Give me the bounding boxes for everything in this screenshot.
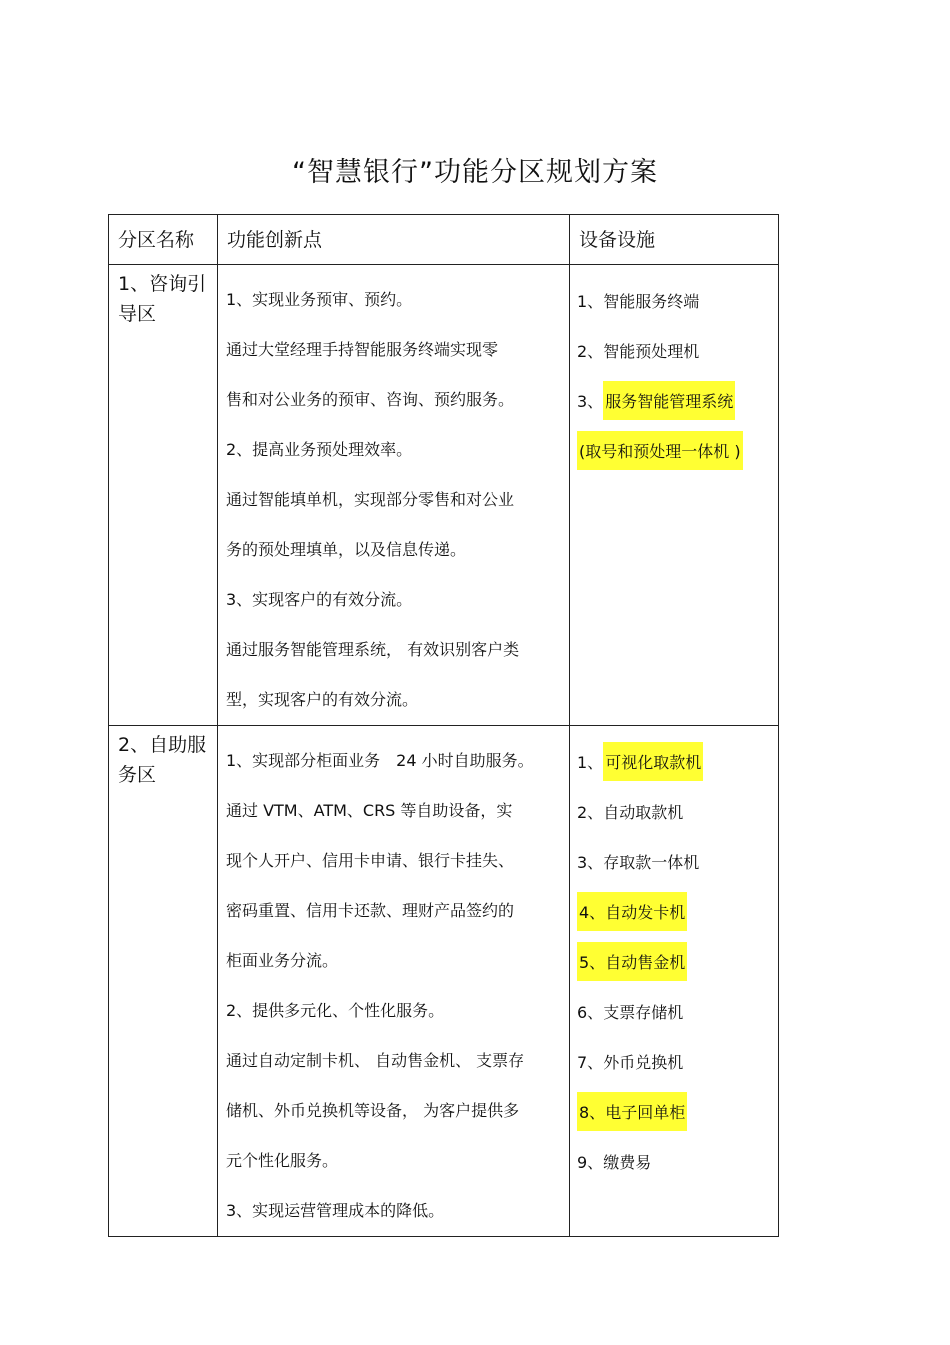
equipment-number: 1、 bbox=[577, 291, 604, 311]
equipment-cell bbox=[570, 265, 779, 726]
equipment-item bbox=[577, 886, 772, 936]
equipment-item bbox=[577, 375, 772, 425]
feature-line: 务的预处理填单，以及信息传递。 bbox=[226, 540, 467, 559]
equipment-name: (取号和预处理一体机 ) bbox=[579, 441, 741, 461]
equipment-number: 5、 bbox=[579, 952, 606, 972]
feature-line: 2、提高业务预处理效率。 bbox=[226, 440, 413, 459]
zone-name-line: 务区 bbox=[118, 764, 157, 786]
equipment-name: 智能服务终端 bbox=[603, 291, 700, 311]
equipment-item bbox=[577, 275, 772, 325]
feature-line: 3、实现运营管理成本的降低。 bbox=[226, 1201, 445, 1220]
feature-line: 3、实现客户的有效分流。 bbox=[226, 590, 413, 609]
zone-name-line: 1、咨询引 bbox=[118, 273, 207, 295]
zone-name-line: 2、自助服 bbox=[118, 734, 207, 756]
header-equipment: 设备设施 bbox=[570, 215, 779, 265]
equipment-name: 支票存储机 bbox=[603, 1002, 684, 1022]
highlight-mark bbox=[577, 431, 743, 470]
features-cell bbox=[218, 265, 570, 726]
feature-line: 元个性化服务。 bbox=[226, 1151, 339, 1170]
zone-plan-table bbox=[108, 214, 779, 1237]
highlight-mark bbox=[577, 942, 687, 981]
equipment-item bbox=[577, 736, 772, 786]
equipment-name: 自动售金机 bbox=[605, 952, 686, 972]
highlight-mark bbox=[577, 1092, 687, 1131]
feature-line: 型，实现客户的有效分流。 bbox=[226, 690, 419, 709]
equipment-number: 2、 bbox=[577, 341, 604, 361]
feature-line: 通过服务智能管理系统， 有效识别客户类 bbox=[226, 640, 520, 659]
equipment-item bbox=[577, 425, 772, 475]
equipment-name: 存取款一体机 bbox=[603, 852, 700, 872]
feature-line: 储机、外币兑换机等设备， 为客户提供多 bbox=[226, 1101, 520, 1120]
equipment-number: 3、 bbox=[577, 852, 604, 872]
equipment-name: 电子回单柜 bbox=[605, 1102, 686, 1122]
equipment-item bbox=[577, 836, 772, 886]
feature-line: 1、实现部分柜面业务 24 小时自助服务。 bbox=[226, 751, 534, 770]
feature-line: 柜面业务分流。 bbox=[226, 951, 339, 970]
equipment-number: 6、 bbox=[577, 1002, 604, 1022]
equipment-number: 9、 bbox=[577, 1152, 604, 1172]
equipment-number: 7、 bbox=[577, 1052, 604, 1072]
equipment-item bbox=[577, 986, 772, 1036]
header-features: 功能创新点 bbox=[218, 215, 570, 265]
equipment-name: 缴费易 bbox=[603, 1152, 652, 1172]
equipment-name: 外币兑换机 bbox=[603, 1052, 684, 1072]
highlight-mark bbox=[577, 892, 687, 931]
equipment-number: 2、 bbox=[577, 802, 604, 822]
equipment-item bbox=[577, 1086, 772, 1136]
page-title: “智慧银行”功能分区规划方案 bbox=[292, 157, 658, 188]
header-zone: 分区名称 bbox=[109, 215, 218, 265]
zone-name-line: 导区 bbox=[118, 303, 157, 325]
feature-line: 1、实现业务预审、预约。 bbox=[226, 290, 413, 309]
equipment-number: 4、 bbox=[579, 902, 606, 922]
features-cell bbox=[218, 726, 570, 1237]
zone-cell bbox=[109, 265, 218, 726]
feature-line: 2、提供多元化、个性化服务。 bbox=[226, 1001, 445, 1020]
equipment-name: 服务智能管理系统 bbox=[603, 381, 735, 420]
feature-line: 通过 VTM、ATM、CRS 等自助设备，实 bbox=[226, 801, 513, 820]
equipment-number: 1、 bbox=[577, 752, 604, 772]
equipment-item bbox=[577, 1136, 772, 1186]
zone-cell bbox=[109, 726, 218, 1237]
table-row bbox=[109, 726, 779, 1237]
feature-line: 通过自动定制卡机、 自动售金机、 支票存 bbox=[226, 1051, 525, 1070]
feature-line: 密码重置、信用卡还款、理财产品签约的 bbox=[226, 901, 515, 920]
equipment-name: 可视化取款机 bbox=[603, 742, 703, 781]
equipment-name: 自动发卡机 bbox=[605, 902, 686, 922]
feature-line: 售和对公业务的预审、咨询、预约服务。 bbox=[226, 390, 515, 409]
equipment-item bbox=[577, 936, 772, 986]
equipment-cell bbox=[570, 726, 779, 1237]
table-header-row bbox=[109, 215, 779, 265]
equipment-number: 3、 bbox=[577, 391, 604, 411]
feature-line: 通过大堂经理手持智能服务终端实现零 bbox=[226, 340, 499, 359]
equipment-item bbox=[577, 786, 772, 836]
equipment-item bbox=[577, 325, 772, 375]
equipment-number: 8、 bbox=[579, 1102, 606, 1122]
table-row bbox=[109, 265, 779, 726]
equipment-name: 智能预处理机 bbox=[603, 341, 700, 361]
equipment-name: 自动取款机 bbox=[603, 802, 684, 822]
equipment-item bbox=[577, 1036, 772, 1086]
feature-line: 现个人开户、信用卡申请、银行卡挂失、 bbox=[226, 851, 515, 870]
feature-line: 通过智能填单机，实现部分零售和对公业 bbox=[226, 490, 515, 509]
